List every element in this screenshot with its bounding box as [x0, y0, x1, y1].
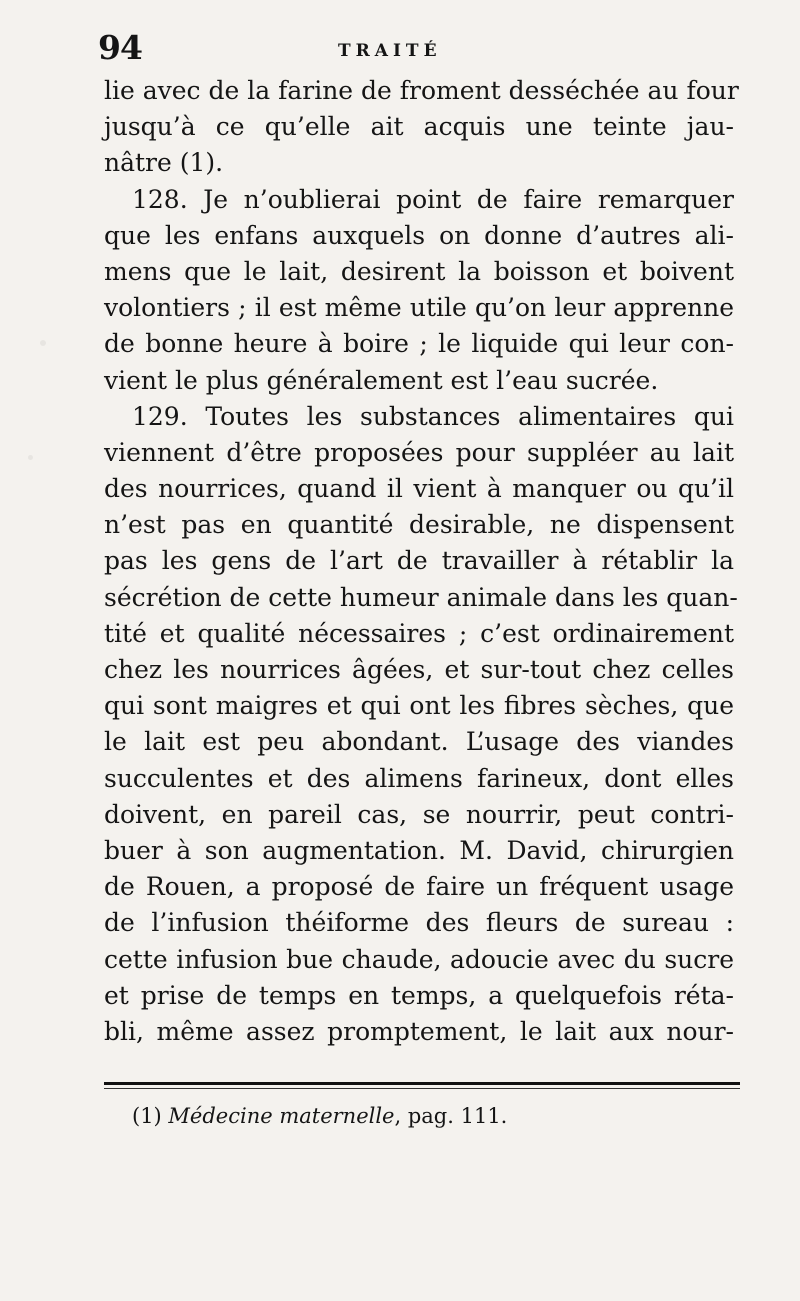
footnote-marker: (1) [132, 1104, 169, 1128]
paper-speck [40, 340, 46, 346]
text-line: lie avec de la farine de froment desséchée au four [104, 76, 739, 105]
text-line: de bonne heure à boire ; le liquide qui leur con- [104, 329, 734, 359]
text-line: 128. Je n’oublierai point de faire remarquer [132, 184, 734, 214]
text-line: cette infusion bue chaude, adoucie avec du sucre [104, 944, 734, 974]
footnote-reference: , pag. 111. [394, 1104, 508, 1128]
footnote-divider-thin [104, 1088, 740, 1089]
text-line: des nourrices, quand il vient à manquer ou qu’il [104, 474, 734, 504]
text-line: viennent d’être proposées pour suppléer au lait [104, 437, 734, 467]
text-line: nâtre (1). [104, 148, 224, 178]
paper-speck [28, 455, 33, 460]
page-header [98, 28, 738, 72]
text-line: buer à son augmentation. M. David, chirurgien [104, 835, 734, 865]
footnote-title: Médecine maternelle [168, 1104, 395, 1128]
text-line: sécrétion de cette humeur animale dans les quan- [104, 582, 738, 612]
text-line: jusqu’à ce qu’elle ait acquis une teinte jau- [104, 112, 734, 142]
text-line: 129. Toutes les substances alimentaires qui [132, 401, 734, 431]
text-line: qui sont maigres et qui ont les fibres sèches, que [104, 691, 734, 721]
text-line: succulentes et des alimens farineux, dont elles [104, 763, 734, 793]
text-line: tité et qualité nécessaires ; c’est ordinairement [104, 618, 734, 648]
footnote-divider [104, 1082, 740, 1085]
text-line: que les enfans auxquels on donne d’autres ali- [104, 220, 734, 250]
text-line: de Rouen, a proposé de faire un fréquent usage [104, 872, 734, 902]
text-line: mens que le lait, desirent la boisson et boivent [104, 256, 734, 286]
footnote [132, 1104, 507, 1128]
text-line: le lait est peu abondant. L’usage des viandes [104, 727, 734, 757]
page-number: 94 [98, 28, 142, 67]
text-line: volontiers ; il est même utile qu’on leur apprenne [104, 293, 734, 323]
text-line: de l’infusion théiforme des fleurs de sureau : [104, 908, 734, 938]
text-line: pas les gens de l’art de travailler à rétablir la [104, 546, 734, 576]
text-line: et prise de temps en temps, a quelquefois réta- [104, 980, 734, 1010]
text-line: vient le plus généralement est l’eau sucrée. [104, 365, 659, 395]
text-line: n’est pas en quantité desirable, ne dispensent [104, 510, 734, 540]
text-line: chez les nourrices âgées, et sur-tout chez celles [104, 655, 734, 684]
text-line: bli, même assez promptement, le lait aux nour- [104, 1016, 734, 1046]
running-title: TRAITÉ [338, 41, 442, 61]
body-text [104, 73, 739, 1050]
text-line: doivent, en pareil cas, se nourrir, peut contri- [104, 799, 734, 829]
